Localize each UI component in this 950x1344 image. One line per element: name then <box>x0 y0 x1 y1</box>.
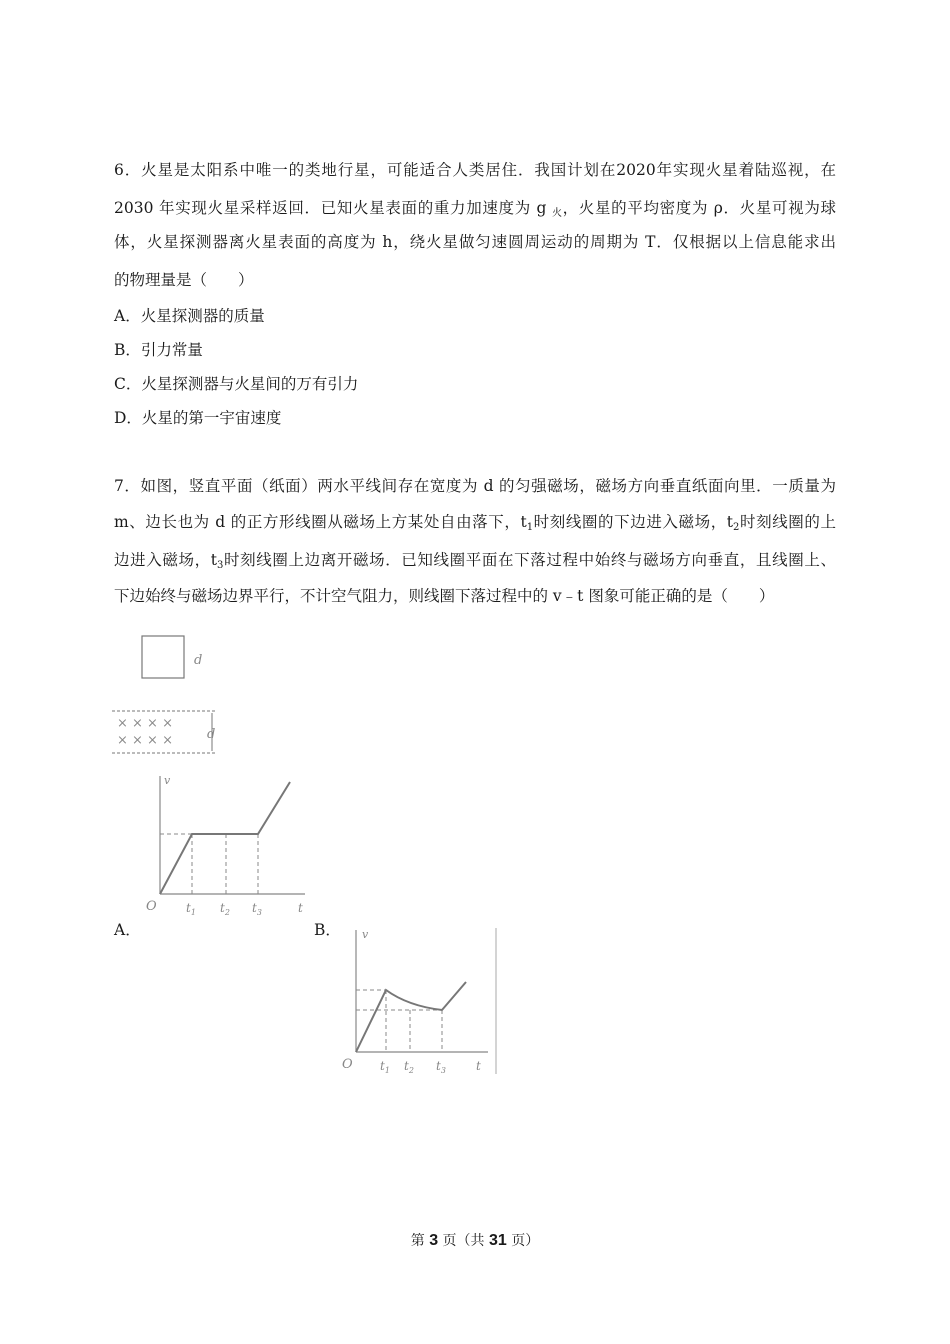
square-coil <box>142 636 184 678</box>
graph-b-t-label: t <box>476 1059 481 1073</box>
q6-option-d: D．火星的第一宇宙速度 <box>114 409 282 427</box>
q6-option-b: B．引力常量 <box>114 341 203 359</box>
graph-b-t3-label: $t_3$ <box>436 1059 446 1075</box>
graph-b-t2-label: $t_2$ <box>404 1059 414 1075</box>
q6-line-1: 6．火星是太阳系中唯一的类地行星，可能适合人类居住．我国计划在2020年实现火星着陆巡视，在 <box>114 161 836 179</box>
graph-b <box>338 924 502 1076</box>
q6-line-4: 的物理量是（ ） <box>114 271 254 289</box>
total-page-number: 31 <box>489 1232 507 1249</box>
graph-a-t2-label: $t_2$ <box>220 901 230 917</box>
graph-b-origin: O <box>342 1057 353 1072</box>
field-crosses-row-2: × × × × <box>117 733 173 748</box>
graph-a <box>140 772 310 922</box>
q6-option-a: A．火星探测器的质量 <box>114 307 265 325</box>
q6-line-2: 2030 年实现火星采样返回．已知火星表面的重力加速度为 g $_火$，火星的平均密度为 ρ．火星可视为球 <box>114 199 837 219</box>
graph-a-v-label: v <box>164 774 171 787</box>
graph-b-t1-label: $t_1$ <box>380 1059 390 1075</box>
q7-line-2: m、边长也为 d 的正方形线圈从磁场上方某处自由落下，$t_1$时刻线圈的下边进入磁场，$t_2$时刻线圈的上 <box>114 513 836 533</box>
q6-option-c: C．火星探测器与火星间的万有引力 <box>114 375 359 393</box>
q6-line-3: 体，火星探测器离火星表面的高度为 h，绕火星做匀速圆周运动的周期为 T．仅根据以上信息能求出 <box>114 233 836 251</box>
page-footer: 第 3 页（共 31 页） <box>410 1232 540 1249</box>
q7-line-4: 下边始终与磁场边界平行，不计空气阻力，则线圈下落过程中的 v﹣t 图象可能正确的是（ ） <box>114 587 775 605</box>
coil-side-label: d <box>194 653 203 668</box>
q7-line-3: 边进入磁场，$t_3$时刻线圈上边离开磁场．已知线圈平面在下落过程中始终与磁场方向垂直，且线圈上、 <box>114 551 836 571</box>
answer-label-a: A． <box>114 921 141 939</box>
graph-a-t3-label: $t_3$ <box>252 901 262 917</box>
graph-a-origin: O <box>146 899 157 914</box>
field-width-label: d <box>207 727 216 742</box>
current-page-number: 3 <box>429 1232 439 1249</box>
graph-a-curve <box>160 782 290 894</box>
graph-b-curve <box>356 982 466 1052</box>
graph-a-t1-label: $t_1$ <box>186 901 196 917</box>
answer-label-b: B． <box>314 921 341 939</box>
coil-field-figure <box>112 628 222 760</box>
graph-a-t-label: t <box>298 901 303 915</box>
q7-line-1: 7．如图，竖直平面（纸面）两水平线间存在宽度为 d 的匀强磁场，磁场方向垂直纸面向里．一质量为 <box>114 477 836 495</box>
graph-b-v-label: v <box>362 928 369 941</box>
field-crosses-row-1: × × × × <box>117 716 173 731</box>
